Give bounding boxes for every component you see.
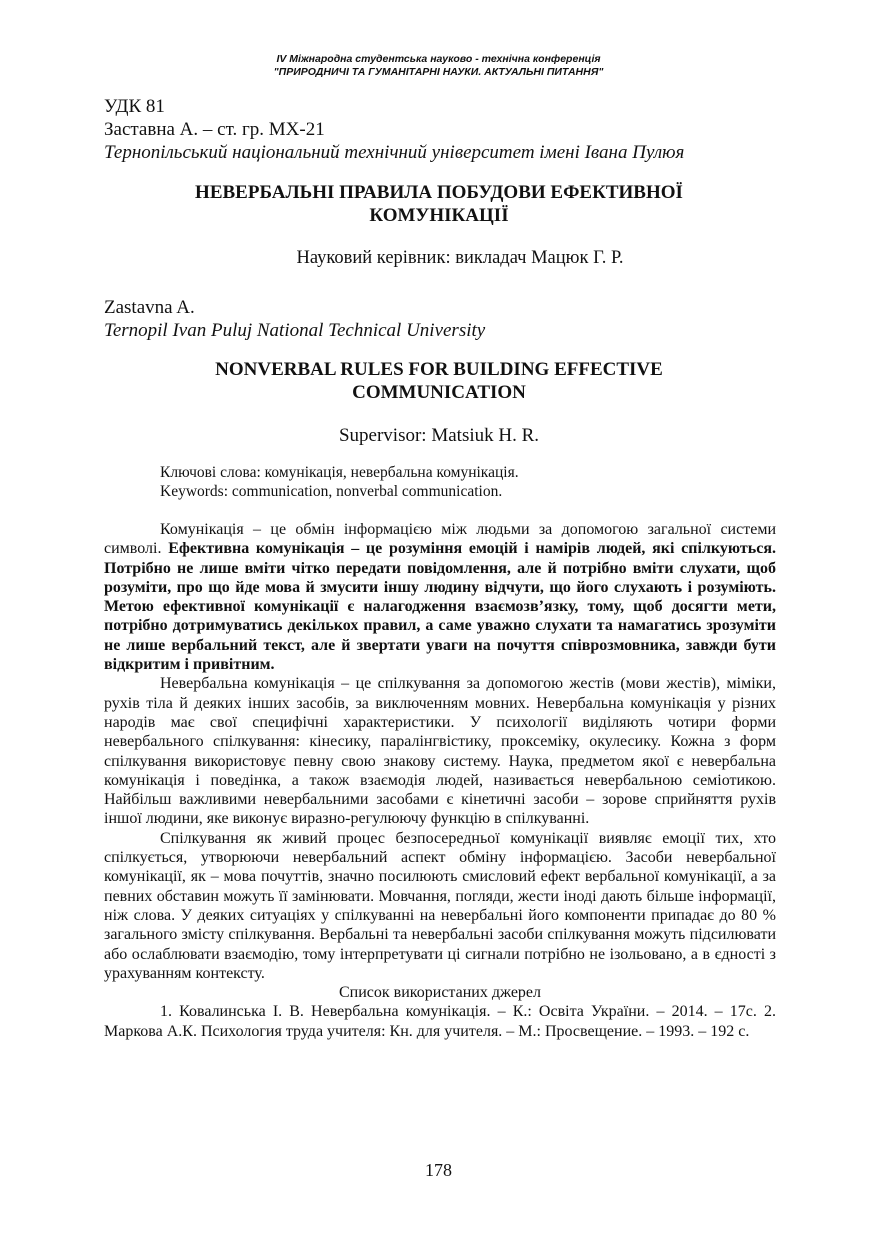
- paragraph-3: Спілкування як живий процес безпосередньої комунікації виявляє емоції тих, хто спілкується, утворюючи невербальний аспект обміну інформацією. Засоби невербальної комунікації, як – мова почуттів, значно посилюють смисловий ефект вербальної комунікації, а за певних обставин можуть її замінювати. Мовчання, погляди, жести іноді дають більше інформації, ніж слова. У деяких ситуаціях у спілкуванні на невербальні його компоненти припадає до 80 % загального змісту спілкування. Вербальні та невербальні засоби спілкування можуть підсилювати або ослаблювати взаємодію, тому інтерпретувати ці сигнали потрібно не ізольовано, а в єдності з урахуванням контексту.: [104, 829, 776, 982]
- ua-title-line2: КОМУНІКАЦІЇ: [369, 205, 509, 226]
- ua-author-block: [104, 95, 684, 164]
- ua-supervisor: Науковий керівник: викладач Мацюк Г. Р.: [296, 248, 624, 268]
- ua-title-line1: НЕВЕРБАЛЬНІ ПРАВИЛА ПОБУДОВИ ЕФЕКТИВНОЇ: [195, 182, 683, 203]
- references-list: 1. Ковалинська І. В. Невербальна комунікація. – К.: Освіта України. – 2014. – 17с. 2. Маркова А.К. Психология труда учителя: Кн. для учителя. – М.: Просвещение. – 1993. – 192 с.: [104, 1003, 776, 1040]
- conference-header: [0, 53, 877, 79]
- keywords-block: [160, 463, 519, 501]
- udk-code: УДК 81: [104, 96, 165, 117]
- en-author-block: [104, 296, 485, 342]
- article-body: [104, 520, 776, 1041]
- en-supervisor: [104, 424, 774, 447]
- en-title: [104, 358, 774, 404]
- paragraph-1-bold: Ефективна комунікація – це розуміння емоцій і намірів людей, які спілкуються. Потрібно не лише вміти чітко передати повідомлення, але й потрібно вміти слухати, щоб розуміти, про що йде мова й змусити іншу людину відчути, що його слухають і розуміють. Метою ефективної комунікації є налагодження взаємозв’язку, тому, щоб досягти мети, потрібно дотримуватись декількох правил, а саме уважно слухати та намагатись зрозуміти не лише вербальний текст, але й звертати уваги на почуття співрозмовника, завжди бути відкритим і привітним.: [104, 540, 777, 674]
- ua-title: [104, 181, 774, 227]
- conference-header-line2: "ПРИРОДНИЧІ ТА ГУМАНІТАРНІ НАУКИ. АКТУАЛЬНІ ПИТАННЯ": [273, 66, 604, 78]
- references-title: Список використаних джерел: [339, 984, 541, 1002]
- keywords-en: Keywords: communication, nonverbal communication.: [160, 483, 503, 500]
- page-number: 178: [425, 1160, 452, 1180]
- en-title-line1: NONVERBAL RULES FOR BUILDING EFFECTIVE: [215, 359, 663, 380]
- en-supervisor-text: Supervisor: Matsiuk H. R.: [338, 425, 540, 446]
- paragraph-1-normal: Комунікація – це обмін інформацією між людьми за допомогою загальної системи символі.: [104, 521, 776, 558]
- paragraph-1: [104, 520, 776, 674]
- keywords-ua: Ключові слова: комунікація, невербальна комунікація.: [160, 464, 519, 481]
- conference-header-line1: IV Міжнародна студентська науково - технічна конференція: [276, 53, 601, 65]
- en-affiliation: Ternopil Ivan Puluj National Technical University: [104, 320, 486, 341]
- ua-author: Заставна А. – ст. гр. МХ-21: [104, 119, 325, 140]
- ua-affiliation: Тернопільський національний технічний університет імені Івана Пулюя: [104, 142, 685, 163]
- en-title-line2: COMMUNICATION: [352, 382, 526, 403]
- paragraph-2: Невербальна комунікація – це спілкування за допомогою жестів (мови жестів), міміки, рухів тіла й деяких інших засобів, за виключенням мовних. Невербальна комунікація у різних народів має свої специфічні характеристики. У психології виділяють чотири форми невербального спілкування: кінесику, паралінгвістику, проксеміку, окулесику. Кожна з форм спілкування використовує певну свою знакову систему. Наука, предметом якої є невербальна комунікація і поведінка, а також взаємодія людей, називається невербальною семіотикою. Найбільш важливими невербальними засобами є кінетичні засоби – зорове сприйняття рухів іншої людини, яке виконує виразно-регулюючу функцію в спілкуванні.: [104, 675, 776, 828]
- en-author: Zastavna A.: [104, 297, 195, 318]
